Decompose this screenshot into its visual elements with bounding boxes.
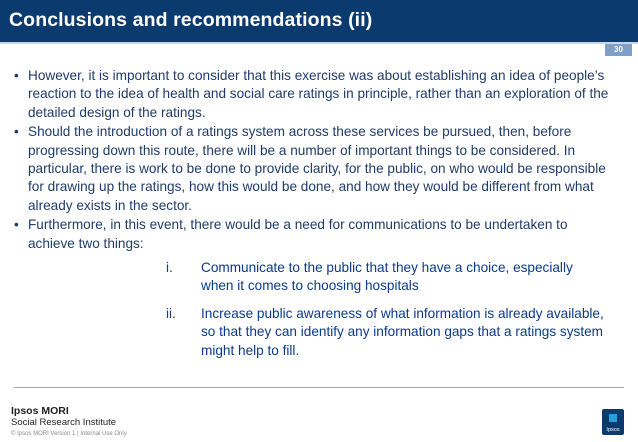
bullet-text: Furthermore, in this event, there would be a need for communications to be undertaken to achieve two things: bbox=[28, 217, 568, 251]
bullet-item bbox=[14, 216, 610, 253]
badge-square-icon bbox=[609, 414, 617, 422]
bullet-item bbox=[14, 123, 610, 215]
sublist-item bbox=[14, 259, 610, 296]
copyright-text: © Ipsos MORI Version 1 | Internal Use Only bbox=[11, 431, 127, 437]
slide-body bbox=[14, 67, 610, 369]
numbered-sublist bbox=[14, 259, 610, 360]
badge-label: Ipsos bbox=[606, 427, 620, 433]
bullet-marker: • bbox=[14, 217, 19, 233]
ipsos-mori-logo: Ipsos MORI bbox=[11, 405, 69, 417]
institute-logo-text: Social Research Institute bbox=[11, 417, 117, 428]
sublist-text: Increase public awareness of what information is already available, so that they can identify any information gaps that a ratings system might help to fill. bbox=[201, 305, 604, 358]
sublist-text: Communicate to the public that they have a choice, especially when it comes to choosing hospitals bbox=[201, 260, 573, 294]
ipsos-badge-icon bbox=[602, 409, 624, 435]
sublist-number: i. bbox=[166, 260, 173, 276]
page-number-badge: 30 bbox=[605, 44, 632, 56]
bullet-text: Should the introduction of a ratings system across these services be pursued, then, before progressing down this route, there will be a number of important things to be considered. In particular, there is work to be done to provide clarity, for the public, on who would be responsible for drawing up the ratings, how this would be done, and how they would be different from what already exists in the sector. bbox=[28, 124, 606, 213]
sublist-item bbox=[14, 305, 610, 360]
header-divider bbox=[0, 42, 638, 44]
title-bar bbox=[0, 0, 638, 42]
page-title: Conclusions and recommendations (ii) bbox=[9, 9, 373, 31]
bullet-text: However, it is important to consider that this exercise was about establishing an idea of people’s reaction to the idea of health and social care ratings in principle, rather than an exploration of the detailed design of the ratings. bbox=[28, 68, 609, 120]
sublist-number: ii. bbox=[166, 305, 176, 321]
footer-divider bbox=[14, 387, 624, 388]
bullet-item bbox=[14, 67, 610, 122]
bullet-marker: • bbox=[14, 68, 19, 83]
bullet-marker: • bbox=[14, 124, 19, 140]
